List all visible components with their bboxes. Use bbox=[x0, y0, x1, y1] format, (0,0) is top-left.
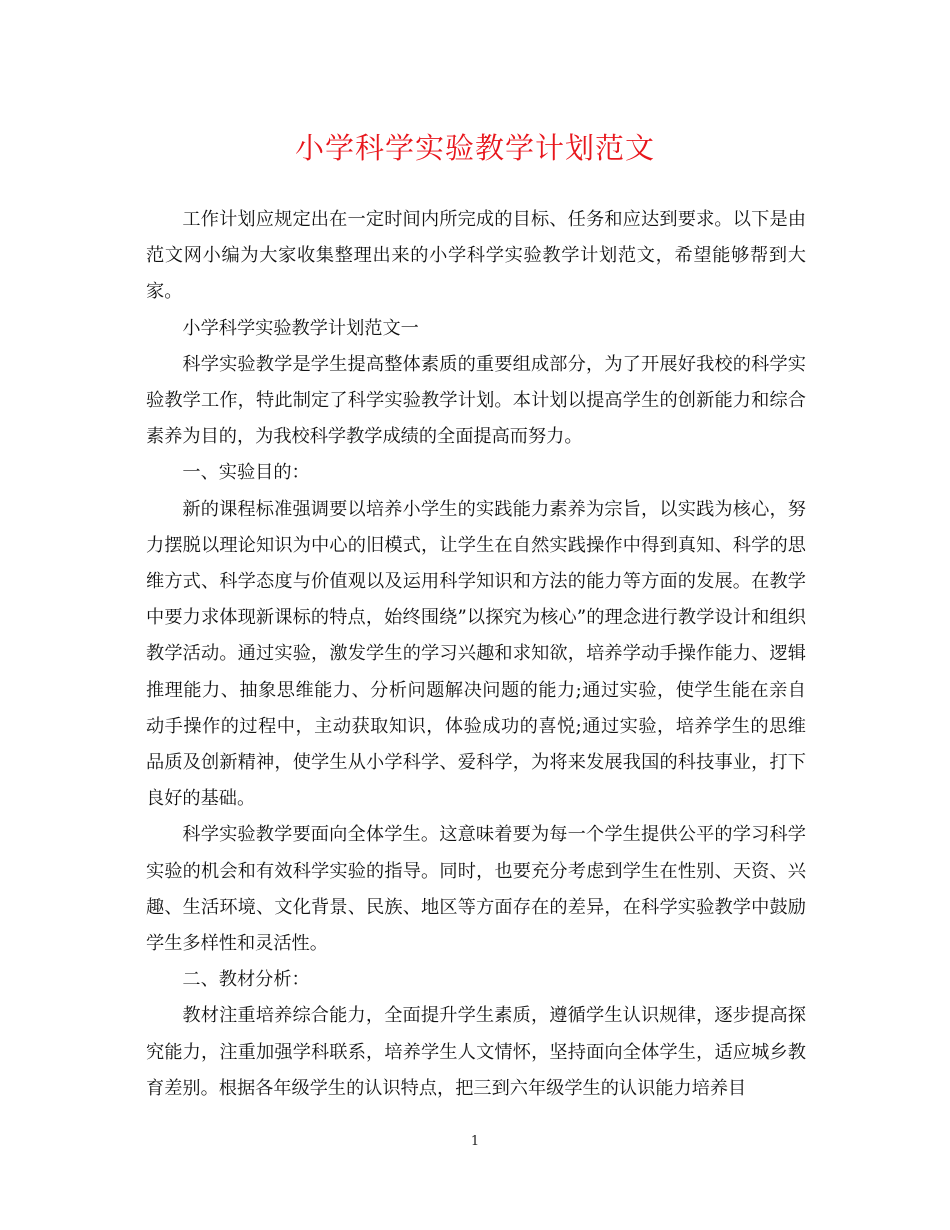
paragraph-goals: 新的课程标准强调要以培养小学生的实践能力素养为宗旨，以实践为核心，努力摆脱以理论知识为中心的旧模式，让学生在自然实践操作中得到真知、科学的思维方式、科学态度与价值观以及运用科学知识和方法的能力等方面的发展。在教学中要力求体现新课标的特点，始终围绕”以探究为核心”的理念进行教学设计和组织教学活动。通过实验，激发学生的学习兴趣和求知欲，培养学动手操作能力、逻辑推理能力、抽象思维能力、分析问题解决问题的能力;通过实验，使学生能在亲自动手操作的过程中，主动获取知识，体验成功的喜悦;通过实验，培养学生的思维品质及创新精神，使学生从小学科学、爱科学，为将来发展我国的科技事业，打下良好的基础。 bbox=[146, 498, 806, 810]
paragraph-heading-goals: 一、实验目的： bbox=[182, 462, 310, 484]
document-body bbox=[146, 202, 806, 1107]
paragraph-section-heading: 小学科学实验教学计划范文一 bbox=[182, 317, 419, 339]
paragraph-overview: 科学实验教学是学生提高整体素质的重要组成部分，为了开展好我校的科学实验教学工作，特此制定了科学实验教学计划。本计划以提高学生的创新能力和综合素养为目的，为我校科学教学成绩的全面提高而努力。 bbox=[146, 353, 806, 448]
paragraph-heading-materials: 二、教材分析： bbox=[182, 969, 310, 991]
page-number: 1 bbox=[470, 1134, 480, 1149]
paragraph-all-students: 科学实验教学要面向全体学生。这意味着要为每一个学生提供公平的学习科学实验的机会和有效科学实验的指导。同时，也要充分考虑到学生在性别、天资、兴趣、生活环境、文化背景、民族、地区等方面存在的差异，在科学实验教学中鼓励学生多样性和灵活性。 bbox=[146, 824, 806, 955]
paragraph-intro: 工作计划应规定出在一定时间内所完成的目标、任务和应达到要求。以下是由范文网小编为大家收集整理出来的小学科学实验教学计划范文，希望能够帮到大家。 bbox=[146, 209, 806, 303]
document-title: 小学科学实验教学计划范文 bbox=[294, 131, 655, 165]
paragraph-materials: 教材注重培养综合能力，全面提升学生素质，遵循学生认识规律，逐步提高探究能力，注重加强学科联系，培养学生人文情怀，坚持面向全体学生，适应城乡教育差别。根据各年级学生的认识特点，把三到六年级学生的认识能力培养目 bbox=[146, 1005, 806, 1099]
